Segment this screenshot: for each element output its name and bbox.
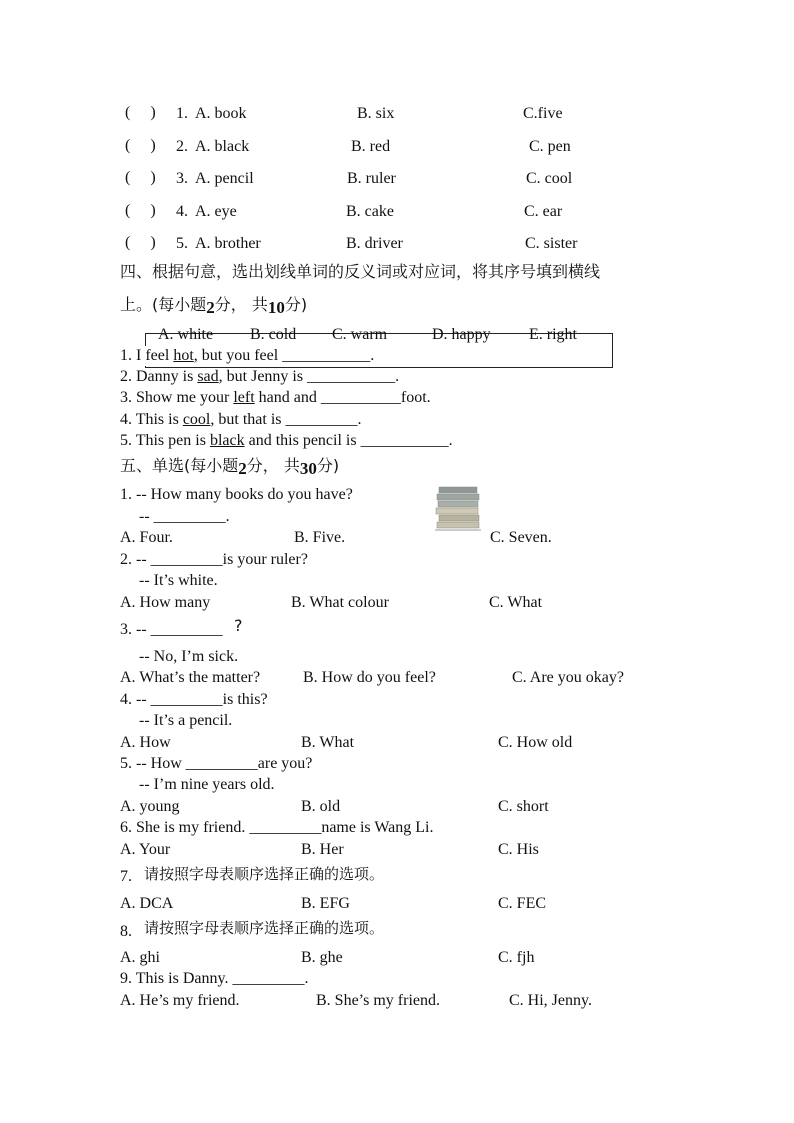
row-num-4: 4.: [176, 203, 188, 220]
option-c-1: C.five: [523, 105, 563, 122]
part5-heading-mid: 分， 共: [246, 456, 300, 475]
row-num-3: 3.: [176, 170, 188, 187]
fill-item-3: [120, 388, 431, 408]
q6-text: 6. She is my friend. _________name is Wang Li.: [120, 819, 434, 836]
option-a-4: A. eye: [195, 203, 237, 220]
q3-option-b: B. How do you feel?: [303, 669, 436, 686]
fill-item-2-post: , but Jenny is ___________.: [218, 368, 400, 385]
part4-heading-line1: 四、根据句意，选出划线单词的反义词或对应词，将其序号填到横线: [120, 262, 601, 281]
q8-number: 8.: [120, 923, 132, 940]
option-c-2: C. pen: [529, 138, 571, 155]
q3-question-mark: ?: [234, 616, 243, 635]
q3-option-a: A. What’s the matter?: [120, 669, 261, 686]
q6-option-c: C. His: [498, 841, 539, 858]
books-stack-image: [433, 482, 485, 534]
option-c-3: C. cool: [526, 170, 573, 187]
fill-item-2: [120, 367, 399, 387]
q4-answer-line: -- It’s a pencil.: [139, 712, 233, 729]
word-bank-option-d: D. happy: [432, 326, 491, 343]
option-b-1: B. six: [357, 105, 395, 122]
answer-paren-2[interactable]: ( ): [125, 137, 156, 154]
fill-item-4-pre: 4. This is: [120, 411, 183, 428]
part5-points-each: 2: [238, 459, 247, 478]
q7-option-b: B. EFG: [301, 895, 350, 912]
fill-item-2-underlined: sad: [197, 368, 219, 385]
fill-item-5-underlined: black: [209, 432, 245, 449]
answer-paren-5[interactable]: ( ): [125, 234, 156, 251]
part4-heading-pre: 上。(每小题: [120, 295, 207, 314]
q5-option-a: A. young: [120, 798, 180, 815]
word-bank-option-e: E. right: [529, 326, 577, 343]
q3-answer-line: -- No, I’m sick.: [139, 648, 239, 665]
q1-option-a: A. Four.: [120, 529, 173, 546]
q3-option-c: C. Are you okay?: [512, 669, 624, 686]
part4-heading-mid: 分， 共: [214, 295, 268, 314]
answer-paren-3[interactable]: ( ): [125, 169, 156, 186]
word-bank-option-b: B. cold: [250, 326, 297, 343]
q1-option-c: C. Seven.: [490, 529, 552, 546]
row-num-1: 1.: [176, 105, 188, 122]
fill-item-1-underlined: hot: [173, 347, 194, 364]
fill-item-4-post: , but that is _________.: [210, 411, 362, 428]
row-num-5: 5.: [176, 235, 188, 252]
q1-option-b: B. Five.: [294, 529, 346, 546]
part4-heading-post: 分): [284, 295, 308, 314]
q4-text: 4. -- _________is this?: [120, 691, 268, 708]
q9-option-c: C. Hi, Jenny.: [509, 992, 592, 1009]
option-c-4: C. ear: [524, 203, 563, 220]
q8-option-c: C. fjh: [498, 949, 535, 966]
q5-answer-line: -- I’m nine years old.: [139, 776, 275, 793]
fill-item-2-pre: 2. Danny is: [120, 368, 198, 385]
part5-heading-post: 分): [316, 456, 340, 475]
q6-option-a: A. Your: [120, 841, 171, 858]
fill-item-5-pre: 5. This pen is: [120, 432, 210, 449]
q2-option-a: A. How many: [120, 594, 211, 611]
part5-heading-pre: 五、单选(每小题: [120, 456, 239, 475]
fill-item-5: [120, 431, 453, 451]
q9-option-a: A. He’s my friend.: [120, 992, 240, 1009]
fill-item-5-post: and this pencil is ___________.: [244, 432, 453, 449]
option-b-3: B. ruler: [347, 170, 396, 187]
q4-option-a: A. How: [120, 734, 171, 751]
q4-option-b: B. What: [301, 734, 355, 751]
q9-text: 9. This is Danny. _________.: [120, 970, 309, 987]
q2-answer-line: -- It’s white.: [139, 572, 218, 589]
option-a-3: A. pencil: [195, 170, 254, 187]
fill-item-1-post: , but you feel ___________.: [193, 347, 375, 364]
option-b-2: B. red: [351, 138, 391, 155]
q5-text: 5. -- How _________are you?: [120, 755, 313, 772]
option-a-5: A. brother: [195, 235, 261, 252]
part5-heading: [120, 456, 339, 476]
option-c-5: C. sister: [525, 235, 578, 252]
word-bank-option-c: C. warm: [332, 326, 388, 343]
fill-item-1-pre: 1. I feel: [120, 347, 174, 364]
q2-option-c: C. What: [489, 594, 543, 611]
fill-item-1: [120, 346, 376, 366]
q7-option-a: A. DCA: [120, 895, 174, 912]
fill-item-4-underlined: cool: [182, 411, 211, 428]
option-a-1: A. book: [195, 105, 247, 122]
q9-option-b: B. She’s my friend.: [316, 992, 440, 1009]
fill-item-3-underlined: left: [233, 389, 255, 406]
fill-item-3-pre: 3. Show me your: [120, 389, 234, 406]
q7-option-c: C. FEC: [498, 895, 547, 912]
q1-text: 1. -- How many books do you have?: [120, 486, 353, 503]
part4-points-each: 2: [206, 298, 215, 317]
q3-text: 3. -- _________: [120, 621, 223, 638]
word-bank-option-a: A. white: [158, 326, 214, 343]
part4-points-total: 10: [267, 298, 285, 317]
q8-option-a: A. ghi: [120, 949, 160, 966]
part4-heading-line2: [120, 295, 307, 315]
q4-option-c: C. How old: [498, 734, 573, 751]
part5-points-total: 30: [299, 459, 317, 478]
q7-number: 7.: [120, 868, 132, 885]
q2-text: 2. -- _________is your ruler?: [120, 551, 308, 568]
q7-text: 请按照字母表顺序选择正确的选项。: [144, 865, 385, 883]
q2-option-b: B. What colour: [291, 594, 389, 611]
row-num-2: 2.: [176, 138, 188, 155]
q1-answer-line: -- _________.: [139, 508, 230, 525]
answer-paren-4[interactable]: ( ): [125, 202, 156, 219]
q8-option-b: B. ghe: [301, 949, 343, 966]
option-a-2: A. black: [195, 138, 250, 155]
fill-item-3-post: hand and __________foot.: [254, 389, 431, 406]
q8-text: 请按照字母表顺序选择正确的选项。: [144, 919, 385, 937]
q5-option-b: B. old: [301, 798, 341, 815]
fill-item-4: [120, 410, 361, 430]
q5-option-c: C. short: [498, 798, 549, 815]
q6-option-b: B. Her: [301, 841, 344, 858]
option-b-5: B. driver: [346, 235, 403, 252]
answer-paren-1[interactable]: ( ): [125, 104, 156, 121]
option-b-4: B. cake: [346, 203, 394, 220]
